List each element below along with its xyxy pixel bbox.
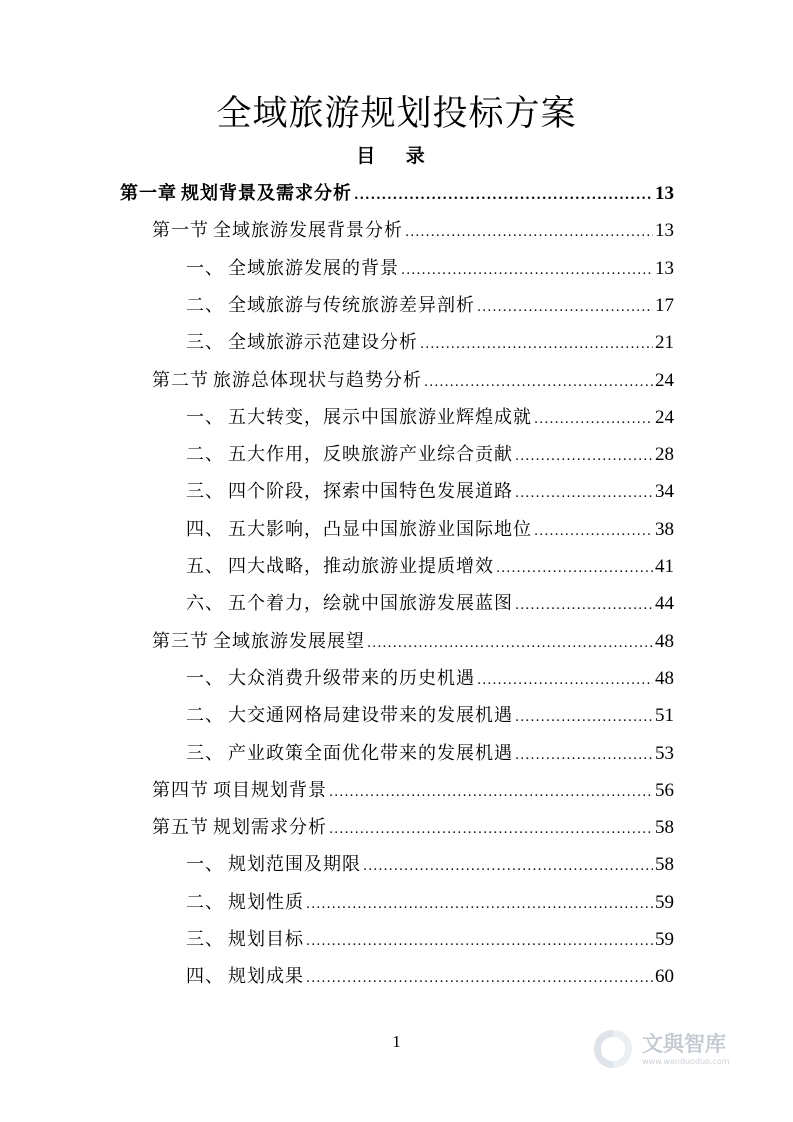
toc-entry-label bbox=[186, 660, 475, 697]
toc-entry-label bbox=[186, 846, 361, 883]
toc-entry-number: 第二节 bbox=[152, 369, 209, 391]
toc-entry-page: 48 bbox=[655, 667, 674, 689]
toc-dot-leader bbox=[329, 811, 653, 848]
toc-entry[interactable] bbox=[152, 623, 674, 660]
toc-heading: 目 录 bbox=[356, 145, 437, 167]
toc-dot-leader bbox=[329, 774, 653, 811]
toc-entry-page: 44 bbox=[655, 593, 674, 615]
toc-entry-text: 五大影响，凸显中国旅游业国际地位 bbox=[228, 518, 532, 540]
page-number: 1 bbox=[392, 1032, 401, 1051]
toc-entry[interactable] bbox=[186, 399, 674, 436]
toc-entry[interactable] bbox=[186, 324, 674, 361]
toc-entry-number: 六、 bbox=[186, 593, 224, 615]
document-title: 全域旅游规划投标方案 bbox=[216, 94, 577, 134]
toc-dot-leader bbox=[401, 252, 653, 289]
watermark bbox=[590, 1020, 770, 1080]
toc-entry-number: 一、 bbox=[186, 406, 224, 428]
toc-dot-leader bbox=[515, 737, 653, 774]
toc-entry-page: 13 bbox=[655, 183, 674, 204]
toc-entry-label bbox=[186, 250, 399, 287]
toc-entry[interactable] bbox=[152, 772, 674, 809]
toc-entry-text: 旅游总体现状与趋势分析 bbox=[213, 369, 422, 391]
toc-entry[interactable] bbox=[186, 436, 674, 473]
toc-entry-page: 59 bbox=[655, 891, 674, 913]
toc-entry-page: 53 bbox=[655, 742, 674, 764]
toc-entry-label bbox=[186, 585, 513, 622]
toc-entry-text: 五大作用，反映旅游产业综合贡献 bbox=[228, 444, 513, 466]
toc-entry-number: 二、 bbox=[186, 891, 224, 913]
toc-entry-text: 五大转变，展示中国旅游业辉煌成就 bbox=[228, 406, 532, 428]
toc-entry[interactable] bbox=[186, 921, 674, 958]
toc-entry-number: 二、 bbox=[186, 294, 224, 316]
toc-entry-page: 48 bbox=[655, 630, 674, 652]
wd-logo-icon bbox=[590, 1027, 636, 1073]
toc-entry-number: 二、 bbox=[186, 444, 224, 466]
toc-entry-label bbox=[120, 175, 352, 212]
toc-entry-label bbox=[186, 436, 513, 473]
toc-entry[interactable] bbox=[186, 884, 674, 921]
toc-entry-label bbox=[152, 362, 422, 399]
toc-entry-label bbox=[186, 324, 418, 361]
toc-entry-page: 56 bbox=[655, 779, 674, 801]
toc-entry-number: 三、 bbox=[186, 481, 224, 503]
toc-dot-leader bbox=[515, 699, 653, 736]
toc-entry-number: 三、 bbox=[186, 929, 224, 950]
toc-entry[interactable] bbox=[152, 809, 674, 846]
toc-entry-text: 产业政策全面优化带来的发展机遇 bbox=[228, 742, 513, 764]
toc-dot-leader bbox=[405, 214, 653, 251]
toc-entry[interactable] bbox=[186, 287, 674, 324]
toc-entry-label bbox=[152, 212, 403, 249]
toc-dot-leader bbox=[306, 886, 653, 923]
toc-entry-text: 全域旅游发展背景分析 bbox=[213, 220, 403, 242]
toc-entry-number: 二、 bbox=[186, 705, 224, 727]
toc-entry-text: 大众消费升级带来的历史机遇 bbox=[228, 667, 475, 689]
watermark-url: www.wenduoduo.com bbox=[642, 1057, 730, 1066]
toc-entry-text: 规划目标 bbox=[228, 929, 304, 950]
toc-entry-label bbox=[186, 473, 513, 510]
toc-dot-leader bbox=[306, 923, 653, 960]
toc-entry[interactable] bbox=[186, 958, 674, 995]
toc-entry-number: 四、 bbox=[186, 966, 224, 988]
toc-entry-page: 13 bbox=[655, 257, 674, 279]
toc-entry-text: 规划背景及需求分析 bbox=[181, 183, 352, 204]
toc-dot-leader bbox=[363, 848, 653, 885]
toc-entry-page: 34 bbox=[655, 481, 674, 503]
toc-dot-leader bbox=[420, 326, 653, 363]
toc-entry-label bbox=[186, 921, 304, 958]
toc-entry-page: 58 bbox=[655, 817, 674, 839]
toc-dot-leader bbox=[515, 438, 653, 475]
toc-entry-number: 第五节 bbox=[152, 817, 209, 839]
toc-entry-number: 第四节 bbox=[152, 779, 209, 801]
toc-entry-page: 41 bbox=[655, 556, 674, 577]
toc-entry-number: 第一章 bbox=[120, 183, 177, 204]
toc-entry-text: 全域旅游发展展望 bbox=[213, 630, 365, 652]
toc-entry-label bbox=[186, 958, 304, 995]
toc-entry-text: 五个着力，绘就中国旅游发展蓝图 bbox=[228, 593, 513, 615]
toc-entry[interactable] bbox=[152, 212, 674, 249]
toc-dot-leader bbox=[496, 550, 653, 587]
toc-dot-leader bbox=[477, 662, 653, 699]
toc-entry-label bbox=[186, 697, 513, 734]
toc-entry-label bbox=[186, 735, 513, 772]
toc-dot-leader bbox=[515, 587, 653, 624]
toc-entry-text: 项目规划背景 bbox=[213, 779, 327, 801]
toc-entry-number: 三、 bbox=[186, 742, 224, 764]
toc-entry-page: 17 bbox=[655, 294, 674, 316]
toc-entry-label bbox=[152, 772, 327, 809]
toc-entry-page: 51 bbox=[655, 705, 674, 727]
toc-entry[interactable] bbox=[186, 846, 674, 883]
watermark-name: 文與智库 bbox=[642, 1032, 726, 1056]
toc-dot-leader bbox=[534, 513, 653, 550]
toc-entry-page: 59 bbox=[655, 929, 674, 950]
toc-entry-label bbox=[186, 884, 304, 921]
toc-entry-number: 一、 bbox=[186, 667, 224, 689]
toc-dot-leader bbox=[477, 289, 653, 326]
toc-entry[interactable] bbox=[186, 548, 674, 585]
toc-entry-number: 四、 bbox=[186, 518, 224, 540]
toc-entry[interactable] bbox=[186, 660, 674, 697]
toc-dot-leader bbox=[424, 364, 653, 401]
toc-entry[interactable] bbox=[186, 735, 674, 772]
toc-dot-leader bbox=[367, 625, 653, 662]
toc-entry-text: 全域旅游与传统旅游差异剖析 bbox=[228, 294, 475, 316]
toc-entry[interactable] bbox=[186, 697, 674, 734]
toc-entry-text: 规划范围及期限 bbox=[228, 854, 361, 876]
toc-entry-text: 规划需求分析 bbox=[213, 817, 327, 839]
toc-entry-page: 58 bbox=[655, 854, 674, 876]
toc-entry-text: 规划性质 bbox=[228, 891, 304, 913]
toc-entry-text: 四个阶段，探索中国特色发展道路 bbox=[228, 481, 513, 503]
toc-entry-label bbox=[152, 623, 365, 660]
toc-dot-leader bbox=[354, 177, 653, 214]
toc-entry-page: 38 bbox=[655, 518, 674, 540]
toc-entry-text: 规划成果 bbox=[228, 966, 304, 988]
toc-entry-page: 24 bbox=[655, 406, 674, 428]
toc-dot-leader bbox=[515, 475, 653, 512]
toc-entry-page: 13 bbox=[655, 220, 674, 242]
toc-entry-page: 60 bbox=[655, 966, 674, 988]
toc-entry-number: 三、 bbox=[186, 332, 224, 354]
toc-entry-text: 大交通网格局建设带来的发展机遇 bbox=[228, 705, 513, 727]
toc-entry[interactable] bbox=[186, 250, 674, 287]
toc-entry-number: 第三节 bbox=[152, 630, 209, 652]
toc-entry-page: 28 bbox=[655, 444, 674, 466]
toc-dot-leader bbox=[306, 960, 653, 997]
toc-entry-page: 24 bbox=[655, 369, 674, 391]
toc-entry-number: 一、 bbox=[186, 257, 224, 279]
toc-dot-leader bbox=[534, 401, 653, 438]
toc-entry-text: 四大战略，推动旅游业提质增效 bbox=[228, 556, 494, 577]
toc-entry-label bbox=[186, 399, 532, 436]
toc-entry[interactable] bbox=[186, 473, 674, 510]
toc-entry-text: 全域旅游示范建设分析 bbox=[228, 332, 418, 354]
toc-entry[interactable] bbox=[186, 511, 674, 548]
toc-entry-label bbox=[186, 511, 532, 548]
toc-entry-label bbox=[186, 548, 494, 585]
toc-entry[interactable] bbox=[152, 362, 674, 399]
toc-entry-label bbox=[186, 287, 475, 324]
toc-entry-label bbox=[152, 809, 327, 846]
toc-entry-number: 第一节 bbox=[152, 220, 209, 242]
toc-entry[interactable] bbox=[120, 175, 674, 212]
toc-entry-page: 21 bbox=[655, 332, 674, 354]
toc-entry[interactable] bbox=[186, 585, 674, 622]
toc-entry-number: 五、 bbox=[186, 556, 224, 577]
toc-entry-text: 全域旅游发展的背景 bbox=[228, 257, 399, 279]
toc-entry-number: 一、 bbox=[186, 854, 224, 876]
